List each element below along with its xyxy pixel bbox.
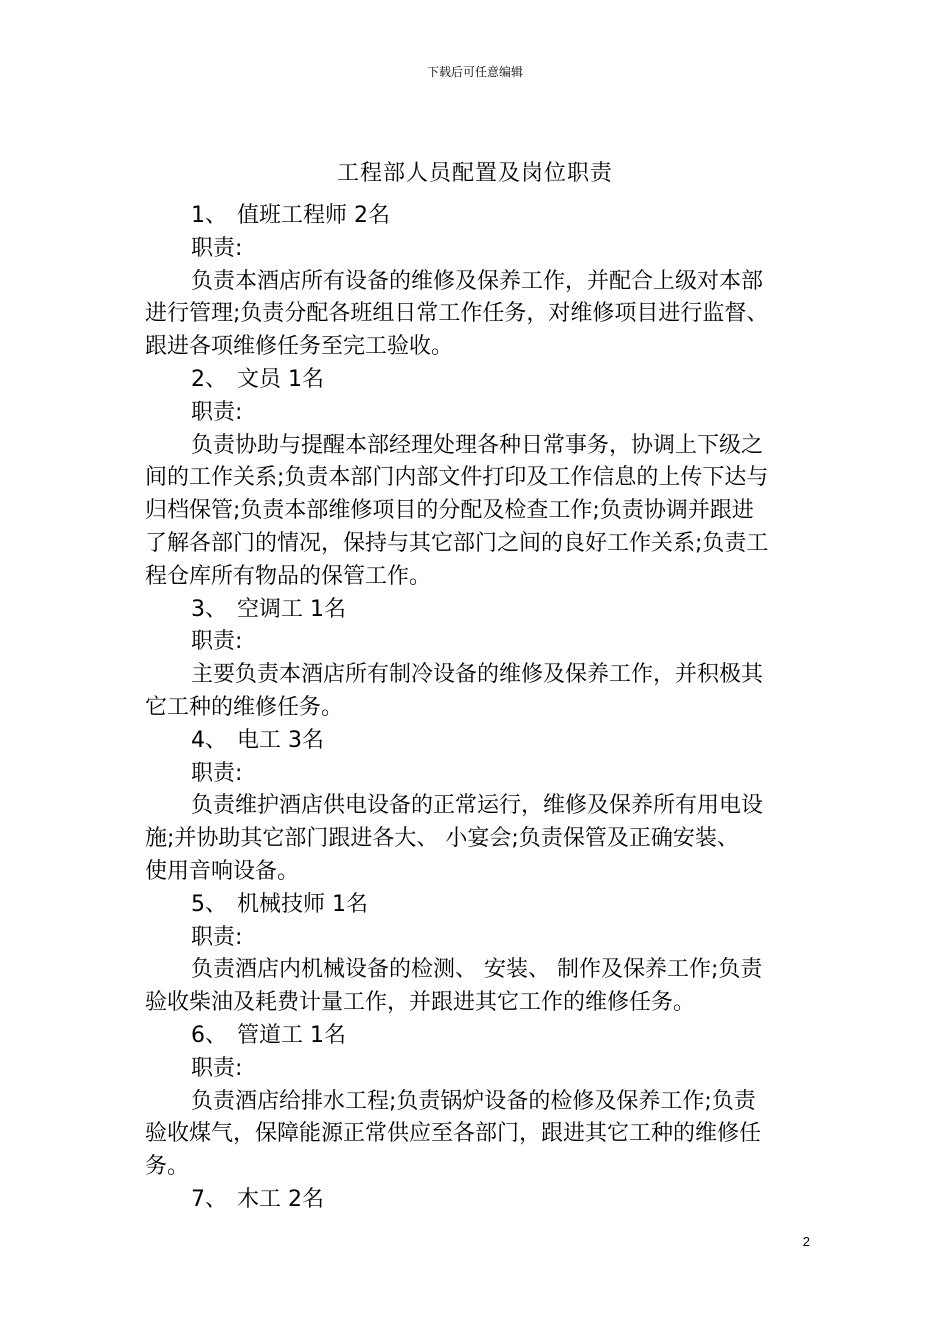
section-heading-1	[145, 200, 797, 233]
section-title: 木工 2名	[237, 1186, 324, 1212]
section-heading-6	[145, 1020, 797, 1053]
paragraph-line: 间的工作关系;负责本部门内部文件打印及工作信息的上传下达与	[145, 465, 769, 491]
paragraph-line: 负责维护酒店供电设备的正常运行，维修及保养所有用电设	[191, 793, 764, 819]
section-title: 空调工 1名	[237, 596, 346, 622]
duty-label: 职责:	[191, 399, 243, 425]
duty-label: 职责:	[191, 629, 243, 655]
document-body	[145, 200, 797, 1217]
section-number: 3、	[191, 596, 227, 622]
section-heading-3	[145, 594, 797, 627]
section-title: 管道工 1名	[237, 1022, 346, 1048]
section-title: 电工 3名	[237, 727, 324, 753]
paragraph-line: 负责本酒店所有设备的维修及保养工作，并配合上级对本部	[191, 268, 764, 294]
page-title: 工程部人员配置及岗位职责	[336, 161, 613, 186]
paragraph-line: 负责酒店内机械设备的检测、 安装、 制作及保养工作;负责	[191, 957, 763, 983]
paragraph-line: 跟进各项维修任务至完工验收。	[145, 334, 454, 360]
paragraph-line: 负责酒店给排水工程;负责锅炉设备的检修及保养工作;负责	[191, 1088, 756, 1114]
paragraph-line: 施;并协助其它部门跟进各大、 小宴会;负责保管及正确安装、	[145, 826, 739, 852]
section-heading-2	[145, 364, 797, 397]
paragraph-line: 使用音响设备。	[145, 858, 300, 884]
paragraph-line: 程仓库所有物品的保管工作。	[145, 563, 432, 589]
duty-label: 职责:	[191, 1055, 243, 1081]
section-number: 7、	[191, 1186, 227, 1212]
page-number: 2	[802, 1234, 810, 1249]
section-heading-4	[145, 725, 797, 758]
section-number: 4、	[191, 727, 227, 753]
paragraph-line: 务。	[145, 1154, 190, 1180]
section-number: 5、	[191, 891, 227, 917]
paragraph-line: 验收煤气，保障能源正常供应至各部门，跟进其它工种的维修任	[145, 1121, 762, 1147]
header-note: 下载后可任意编辑	[426, 65, 523, 79]
section-number: 6、	[191, 1022, 227, 1048]
paragraph-line: 验收柴油及耗费计量工作，并跟进其它工作的维修任务。	[145, 990, 696, 1016]
section-heading-7	[145, 1184, 797, 1217]
paragraph-line: 负责协助与提醒本部经理处理各种日常事务，协调上下级之	[191, 432, 764, 458]
duty-label: 职责:	[191, 235, 243, 261]
duty-label: 职责:	[191, 760, 243, 786]
section-number: 1、	[191, 203, 227, 228]
section-title: 机械技师 1名	[237, 891, 368, 917]
paragraph-line: 进行管理;负责分配各班组日常工作任务，对维修项目进行监督、	[145, 301, 769, 327]
section-number: 2、	[191, 366, 227, 392]
section-title: 文员 1名	[237, 366, 324, 392]
paragraph-line: 了解各部门的情况，保持与其它部门之间的良好工作关系;负责工	[145, 530, 769, 556]
section-heading-5	[145, 889, 797, 922]
paragraph-line: 归档保管;负责本部维修项目的分配及检查工作;负责协调并跟进	[145, 498, 754, 524]
paragraph-line: 它工种的维修任务。	[145, 694, 344, 720]
duty-label: 职责:	[191, 924, 243, 950]
paragraph-line: 主要负责本酒店所有制冷设备的维修及保养工作，并积极其	[191, 662, 764, 688]
section-title: 值班工程师 2名	[237, 203, 390, 228]
